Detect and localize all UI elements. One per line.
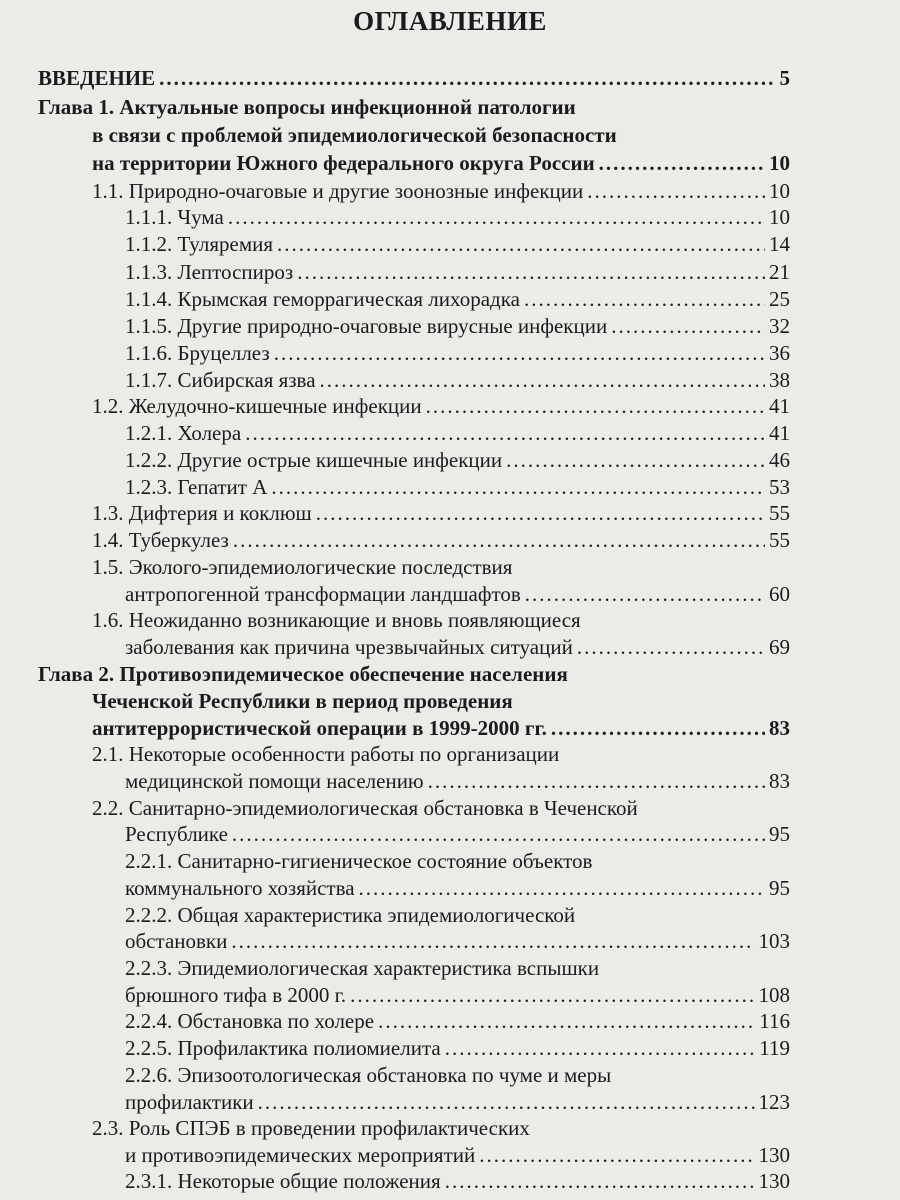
leader-dots [231,927,754,955]
toc-entry-row [125,203,790,231]
leader-dots [428,767,765,795]
toc-entry-row [38,64,790,92]
leader-dots [587,177,765,205]
leader-dots [271,473,765,501]
toc-entry [0,1114,900,1142]
toc-page-number: 41 [769,421,790,445]
leader-dots [551,714,765,742]
toc-entry-text: антропогенной трансформации ландшафтов [125,582,521,606]
toc-entry [0,121,900,149]
toc-entry [0,954,900,982]
toc-page-number: 69 [769,635,790,659]
leader-dots [506,446,765,474]
toc-entry-text: Глава 2. Противоэпидемическое обеспечение населения [38,662,568,686]
leader-dots [228,203,765,231]
leader-dots [297,258,765,286]
toc-entry-row [125,1034,790,1062]
toc-entry-row [125,874,790,902]
leader-dots [320,366,765,394]
toc-entry-row [92,714,790,742]
toc-entry [0,526,900,554]
toc-entry [0,258,900,286]
toc-entry-row [125,1141,790,1169]
toc-entry [0,767,900,795]
toc-entry-text: 1.2.2. Другие острые кишечные инфекции [125,448,503,472]
toc-entry-row [125,285,790,313]
toc-page-number: 108 [758,983,790,1007]
toc-entry [0,230,900,258]
toc-entry [0,660,900,688]
leader-dots [159,64,775,92]
toc-page-number: 36 [769,341,790,365]
toc-entry-text: 2.2.4. Обстановка по холере [125,1009,375,1033]
leader-dots [232,820,765,848]
leader-dots [426,392,765,420]
toc-entry [0,392,900,420]
toc-entry [0,419,900,447]
leader-dots [233,526,765,554]
toc-entry [0,740,900,768]
toc-entry [0,339,900,367]
toc-page-number: 53 [769,475,790,499]
toc-entry-text: 1.2.1. Холера [125,421,242,445]
toc-page-number: 32 [769,314,790,338]
toc-entry-text: 2.3.1. Некоторые общие положения [125,1169,441,1193]
toc-entry-text: 1.1.4. Крымская геморрагическая лихорадка [125,287,520,311]
toc-entry [0,1141,900,1169]
toc-page-number: 14 [769,232,790,256]
leader-dots [350,981,754,1009]
toc-entry [0,312,900,340]
toc-entry [0,1007,900,1035]
toc-page-number: 21 [769,260,790,284]
toc-entry-row [125,473,790,501]
toc-entry-row [92,392,790,420]
toc-entry-row [92,499,790,527]
toc-page-number: 119 [759,1036,790,1060]
toc-entry-text: в связи с проблемой эпидемиологической безопасности [92,123,617,147]
toc-entry-text: Чеченской Республики в период проведения [92,689,513,713]
toc-entry-text: 2.2.5. Профилактика полиомиелита [125,1036,441,1060]
toc-entry-text: 2.2.2. Общая характеристика эпидемиологической [125,903,576,927]
toc-entry [0,203,900,231]
leader-dots [525,580,765,608]
toc-entry-text: 2.3. Роль СПЭБ в проведении профилактических [92,1116,530,1140]
toc-entry-row [125,230,790,258]
toc-entry-row [125,339,790,367]
toc-entry [0,499,900,527]
toc-entry-row [125,633,790,661]
toc-page-number: 41 [769,394,790,418]
toc-entry-text: брюшного тифа в 2000 г. [125,983,347,1007]
toc-entry [0,1167,900,1195]
toc-entry [0,794,900,822]
toc-entry-text: 2.2. Санитарно-эпидемиологическая обстановка в Чеченской [92,796,638,820]
toc-entry-text: 1.1.3. Лептоспироз [125,260,294,284]
toc-page-number: 116 [759,1009,790,1033]
toc-entry-text: 1.5. Эколого-эпидемиологические последствия [92,555,513,579]
leader-dots [479,1141,754,1169]
toc-entry-text: 1.6. Неожиданно возникающие и вновь появляющиеся [92,608,581,632]
toc-entry-text: медицинской помощи населению [125,769,424,793]
toc-page-number: 46 [769,448,790,472]
leader-dots [611,312,765,340]
toc-entry-row [125,1007,790,1035]
toc-entry-text: профилактики [125,1090,254,1114]
toc-entry [0,366,900,394]
toc-entry-text: 2.1. Некоторые особенности работы по организации [92,742,560,766]
leader-dots [378,1007,755,1035]
toc-entry-text: 2.2.3. Эпидемиологическая характеристика вспышки [125,956,600,980]
toc-entry [0,927,900,955]
toc-entry [0,820,900,848]
toc-entry-row [125,312,790,340]
toc-entry-text: заболевания как причина чрезвычайных ситуаций [125,635,573,659]
toc-entry [0,874,900,902]
toc-entry-row [92,177,790,205]
toc-entry-text: 2.2.6. Эпизоотологическая обстановка по чуме и меры [125,1063,612,1087]
toc-entry [0,580,900,608]
toc-entry-text: 2.2.1. Санитарно-гигиеническое состояние объектов [125,849,593,873]
toc-page-number: 123 [758,1090,790,1114]
toc-entry [0,1034,900,1062]
toc-entry-row [125,767,790,795]
toc-entry-text: антитеррористической операции в 1999-2000 гг. [92,716,547,740]
toc-entry [0,687,900,715]
toc-entry-text: на территории Южного федерального округа России [92,151,595,175]
toc-page-number: 10 [769,205,790,229]
leader-dots [316,499,765,527]
toc-entry-row [125,446,790,474]
leader-dots [599,149,765,177]
toc-page-number: 95 [769,822,790,846]
toc-page-number: 103 [758,929,790,953]
toc-entry-row [125,1167,790,1195]
toc-entry [0,847,900,875]
leader-dots [245,419,765,447]
toc-entry-text: и противоэпидемических мероприятий [125,1143,476,1167]
toc-entry [0,981,900,1009]
toc-entry-text: ВВЕДЕНИЕ [38,66,156,90]
toc-entry-text: 1.1.5. Другие природно-очаговые вирусные инфекции [125,314,608,338]
toc-entry-text: коммунального хозяйства [125,876,355,900]
toc-entry-text: 1.1.6. Бруцеллез [125,341,270,365]
leader-dots [274,339,765,367]
toc-entry [0,1088,900,1116]
toc-entry [0,64,900,92]
leader-dots [277,230,765,258]
toc-entry-text: 1.2. Желудочно-кишечные инфекции [92,394,422,418]
toc-entry-text: 1.1.2. Туляремия [125,232,274,256]
toc-entry [0,149,900,177]
toc-page-number: 10 [769,151,790,175]
toc-page-number: 55 [769,528,790,552]
toc-entry-row [125,927,790,955]
toc-entry-row [125,580,790,608]
toc-page-number: 10 [769,179,790,203]
toc-page-number: 25 [769,287,790,311]
toc-entry-row [125,366,790,394]
toc-page-number: 60 [769,582,790,606]
toc-entry-row [125,820,790,848]
toc-entry [0,633,900,661]
toc-page-number: 38 [769,368,790,392]
toc-entry-row [92,526,790,554]
leader-dots [258,1088,755,1116]
toc-entry-text: 1.1.1. Чума [125,205,224,229]
leader-dots [359,874,765,902]
toc-entry [0,285,900,313]
toc-entry [0,446,900,474]
toc-entry [0,714,900,742]
page-title: ОГЛАВЛЕНИЕ [353,6,547,36]
toc-entry-row [125,258,790,286]
leader-dots [524,285,765,313]
toc-entry-text: 1.1.7. Сибирская язва [125,368,316,392]
toc-entry-text: Республике [125,822,228,846]
toc-page-number: 95 [769,876,790,900]
toc-entry [0,93,900,121]
toc-entry-text: 1.1. Природно-очаговые и другие зоонозные инфекции [92,179,584,203]
toc-page-number: 55 [769,501,790,525]
toc-entry-row [125,419,790,447]
toc-page-number: 130 [758,1169,790,1193]
toc-entry-text: Глава 1. Актуальные вопросы инфекционной патологии [38,95,576,119]
toc-entry [0,1061,900,1089]
toc-entry-text: 1.3. Дифтерия и коклюш [92,501,312,525]
toc-page-number: 83 [769,769,790,793]
toc-entry-text: 1.2.3. Гепатит А [125,475,268,499]
toc-entry-row [125,1088,790,1116]
toc-entry-text: 1.4. Туберкулез [92,528,229,552]
toc-entry [0,177,900,205]
toc-page-number: 83 [769,716,790,740]
toc-entry [0,606,900,634]
leader-dots [445,1034,756,1062]
toc-entry-row [125,981,790,1009]
toc-entry-row [92,149,790,177]
toc-page-number: 130 [758,1143,790,1167]
toc-entry-text: обстановки [125,929,228,953]
leader-dots [445,1167,755,1195]
toc-entry [0,901,900,929]
toc-entry [0,473,900,501]
toc-page-number: 5 [779,66,790,90]
leader-dots [577,633,765,661]
toc-entry [0,553,900,581]
